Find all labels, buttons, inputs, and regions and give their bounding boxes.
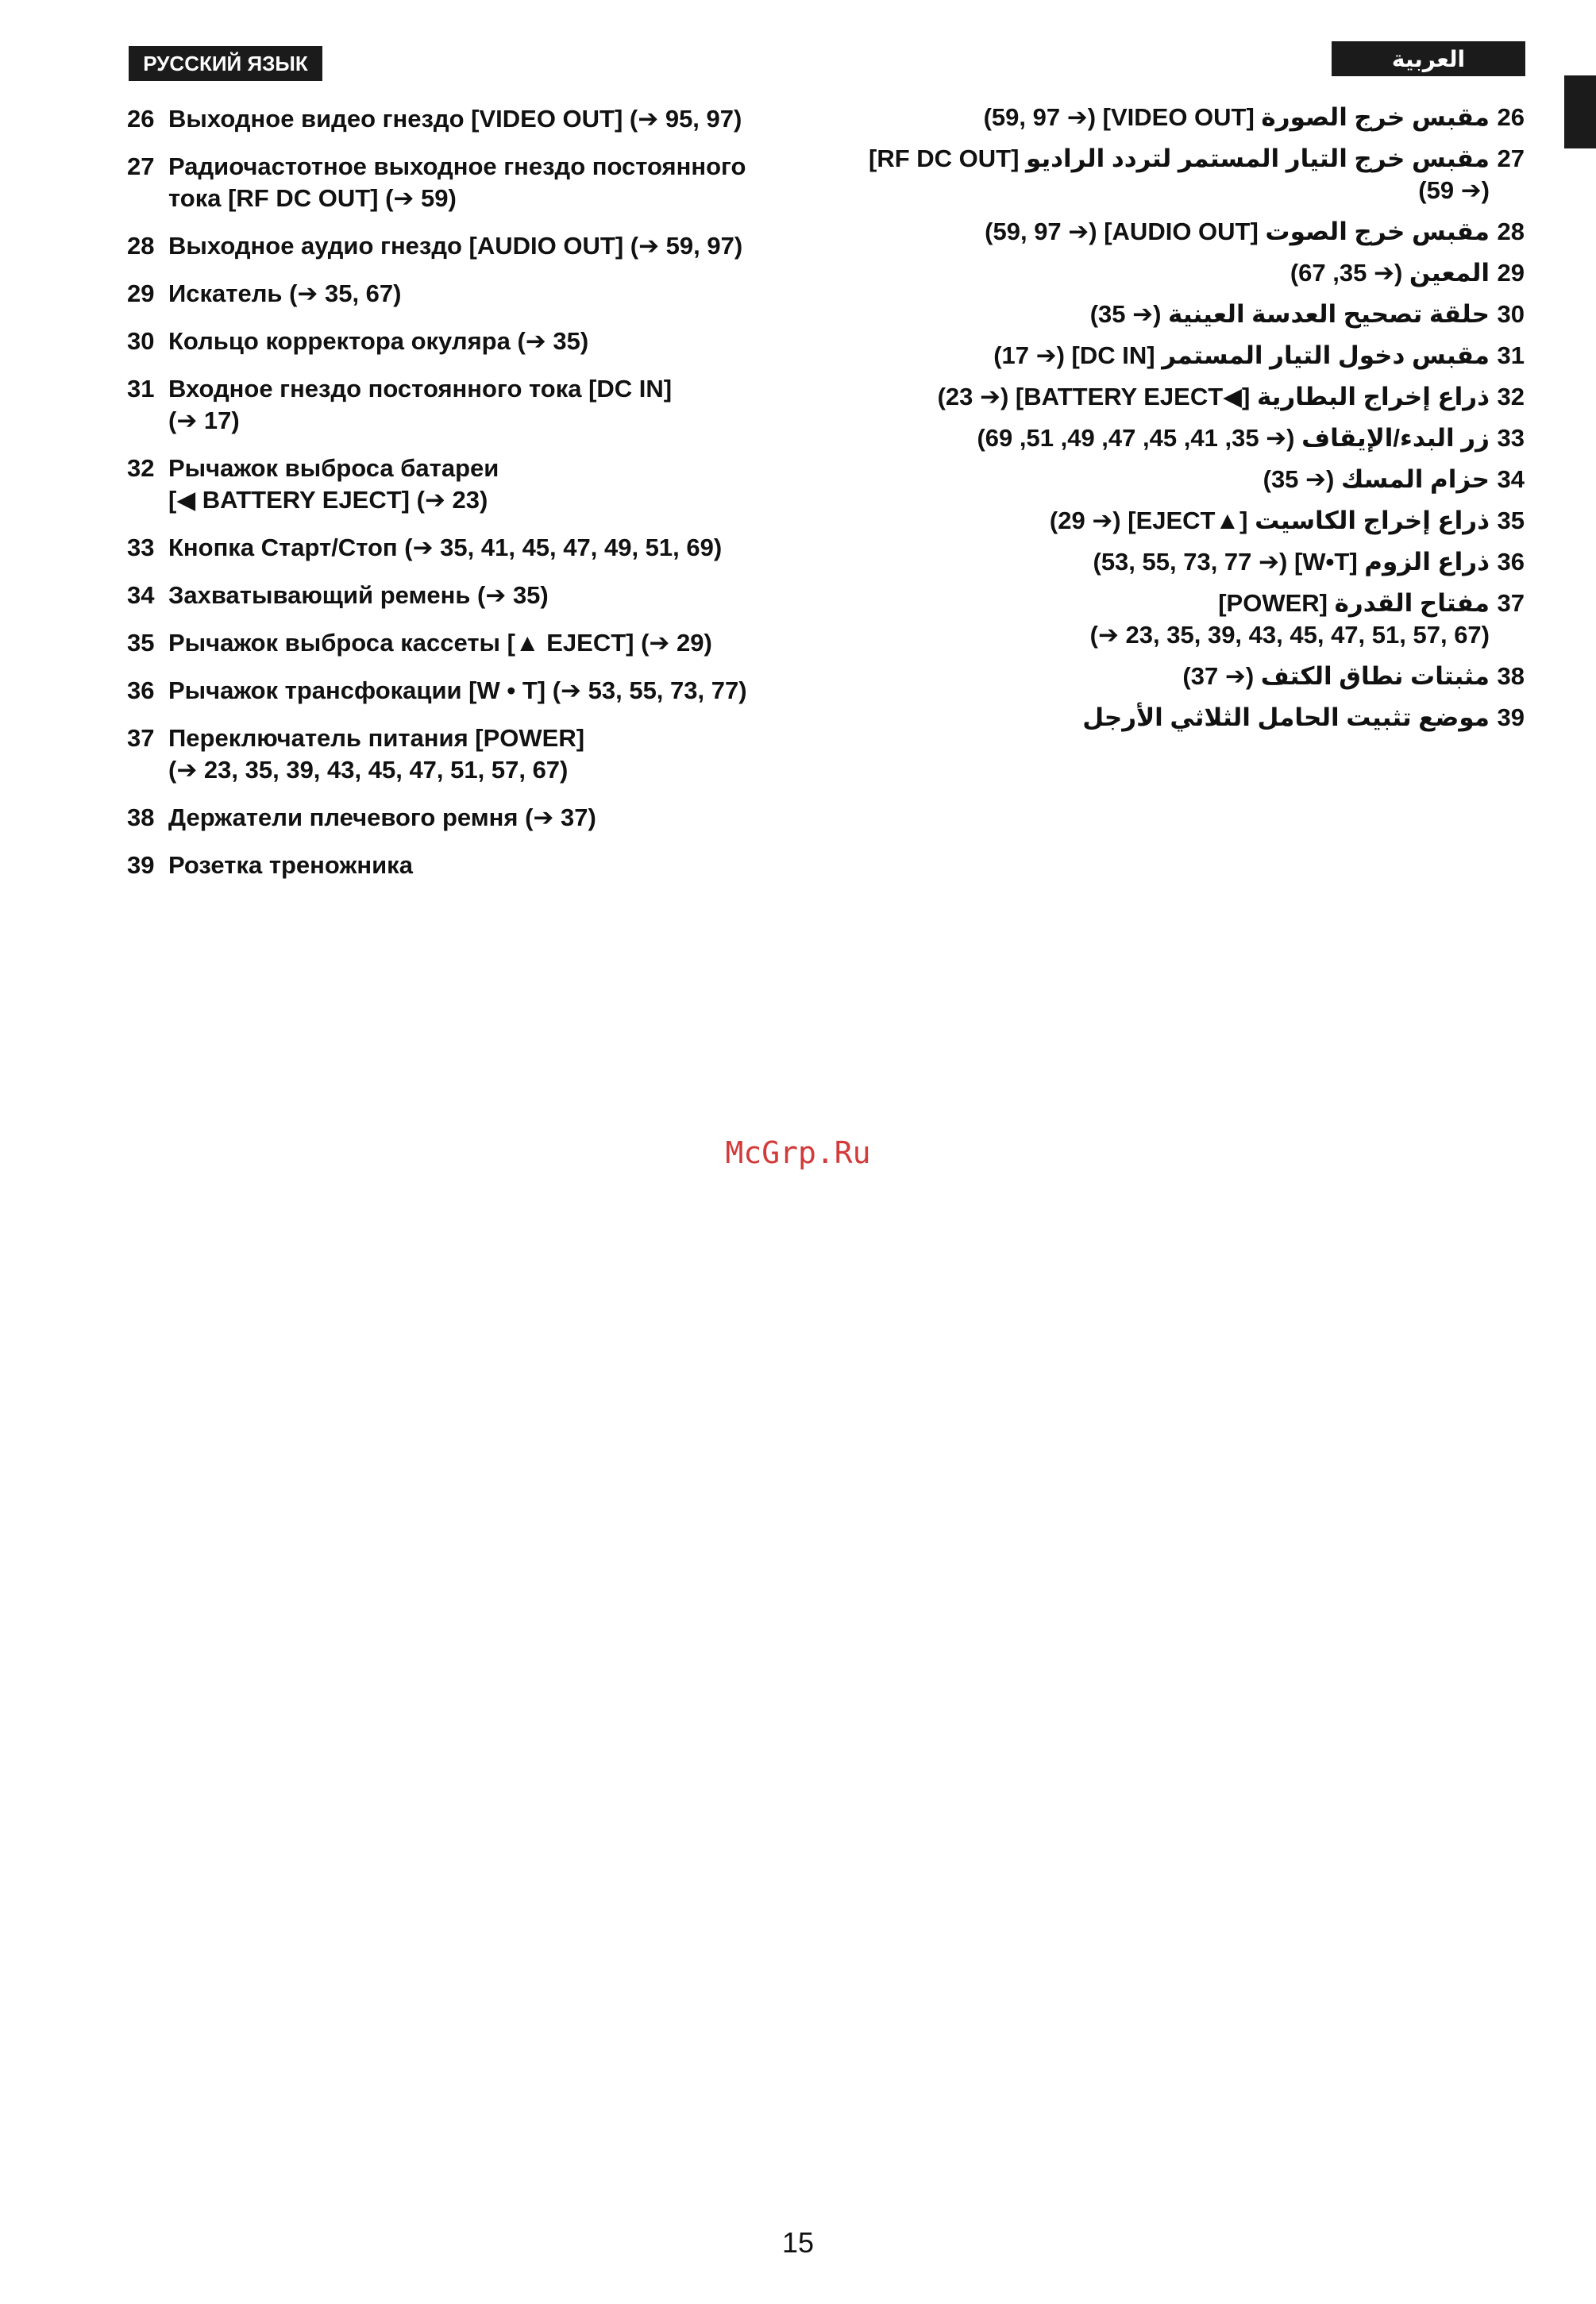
item-text — [993, 340, 1490, 372]
list-item — [858, 143, 1525, 206]
item-line: موضع تثبيت الحامل الثلاثي الأرجل — [1082, 703, 1490, 731]
item-line: Выходное аудио гнездо [AUDIO OUT] (➔ 59, 97) — [168, 232, 743, 260]
item-text — [168, 802, 794, 834]
list-item — [127, 580, 794, 611]
list-item — [858, 216, 1525, 248]
item-text — [1090, 588, 1490, 651]
list-item — [858, 257, 1525, 289]
item-number: 27 — [1497, 144, 1525, 172]
item-line: زر البدء/الإيقاف (➔ 35, 41, 45, 47, 49, 51, 69) — [977, 424, 1490, 452]
list-item — [858, 299, 1525, 330]
item-text — [168, 453, 794, 516]
item-line: Рычажок выброса кассеты [▲ EJECT] (➔ 29) — [168, 629, 712, 657]
item-line: مقبس خرج الصورة [VIDEO OUT] (➔ 59, 97) — [983, 103, 1490, 131]
item-text — [168, 580, 794, 611]
item-text — [1050, 505, 1490, 537]
list-item — [127, 230, 794, 262]
item-line: Захватывающий ремень (➔ 35) — [168, 581, 549, 609]
item-text — [1093, 546, 1490, 578]
item-number: 32 — [127, 454, 155, 482]
item-line: (➔ 23, 35, 39, 43, 45, 47, 51, 57, 67) — [1089, 621, 1490, 649]
list-item — [127, 278, 794, 310]
item-number: 30 — [127, 327, 155, 355]
item-text — [938, 381, 1490, 413]
watermark: McGrp.Ru — [725, 1135, 871, 1170]
item-number: 34 — [127, 581, 155, 609]
item-text — [168, 230, 794, 262]
language-label-arabic: العربية — [1332, 41, 1525, 76]
item-text — [168, 326, 794, 357]
item-number: 29 — [127, 279, 155, 307]
item-line: Переключатель питания [POWER] — [168, 724, 585, 752]
item-line: Держатели плечевого ремня (➔ 37) — [168, 803, 596, 831]
item-line: حلقة تصحيح العدسة العينية (➔ 35) — [1089, 300, 1490, 328]
item-text — [168, 850, 794, 881]
item-text — [168, 722, 794, 786]
item-text — [1082, 702, 1490, 734]
item-number: 34 — [1497, 465, 1525, 493]
list-item — [858, 381, 1525, 413]
item-number: 28 — [1497, 218, 1525, 245]
item-line: مقبس دخول التيار المستمر [DC IN] (➔ 17) — [993, 341, 1490, 369]
item-text — [168, 627, 794, 659]
item-text — [168, 373, 794, 437]
list-item — [127, 326, 794, 357]
item-number: 26 — [1497, 103, 1525, 131]
item-number: 33 — [127, 534, 155, 561]
list-item — [858, 546, 1525, 578]
list-item — [858, 422, 1525, 454]
list-item — [127, 722, 794, 786]
item-number: 33 — [1497, 424, 1525, 452]
item-number: 39 — [127, 851, 155, 879]
page-edge-tab — [1564, 75, 1596, 148]
item-line: ذراع إخراج الكاسيت [▲EJECT] (➔ 29) — [1049, 507, 1490, 534]
item-line: Входное гнездо постоянного тока [DC IN] — [168, 375, 673, 403]
list-item — [127, 373, 794, 437]
item-number: 37 — [127, 724, 155, 752]
list-item — [858, 661, 1525, 692]
item-line: (➔ 17) — [168, 406, 240, 434]
item-text — [1090, 299, 1490, 330]
list-item — [127, 850, 794, 881]
item-text — [1290, 257, 1490, 289]
item-text — [1182, 661, 1490, 692]
item-number: 37 — [1497, 589, 1525, 617]
list-item — [127, 151, 794, 214]
list-item — [127, 675, 794, 707]
item-text — [858, 143, 1490, 206]
item-line: Выходное видео гнездо [VIDEO OUT] (➔ 95, 97) — [168, 105, 742, 133]
language-label-russian: РУССКИЙ ЯЗЫК — [129, 46, 322, 81]
item-line: Радиочастотное выходное гнездо постоянного — [168, 152, 746, 180]
list-item — [858, 340, 1525, 372]
item-number: 31 — [127, 375, 155, 403]
list-item — [858, 702, 1525, 734]
item-text — [168, 103, 794, 135]
item-number: 26 — [127, 105, 155, 133]
item-number: 27 — [127, 152, 155, 180]
item-number: 39 — [1497, 703, 1525, 731]
item-line: مقبس خرج التيار المستمر لتردد الراديو [RF DC OUT] (➔ 59) — [869, 144, 1490, 204]
arabic-parts-list — [858, 102, 1525, 743]
list-item — [127, 802, 794, 834]
list-item — [127, 453, 794, 516]
item-line: Кольцо корректора окуляра (➔ 35) — [168, 327, 589, 355]
item-number: 36 — [1497, 548, 1525, 576]
item-number: 38 — [1497, 662, 1525, 690]
item-number: 28 — [127, 232, 155, 260]
item-line: Рычажок выброса батареи — [168, 454, 499, 482]
item-line: مثبتات نطاق الكتف (➔ 37) — [1182, 662, 1490, 690]
list-item — [127, 103, 794, 135]
item-text — [168, 151, 794, 214]
item-line: тока [RF DC OUT] (➔ 59) — [168, 184, 457, 212]
item-number: 29 — [1497, 259, 1525, 287]
item-number: 31 — [1497, 341, 1525, 369]
item-text — [168, 532, 794, 564]
item-text — [1263, 464, 1490, 495]
list-item — [127, 627, 794, 659]
list-item — [858, 505, 1525, 537]
russian-parts-list — [127, 103, 794, 897]
item-line: (➔ 23, 35, 39, 43, 45, 47, 51, 57, 67) — [168, 756, 569, 784]
item-number: 38 — [127, 803, 155, 831]
item-line: مقبس خرج الصوت [AUDIO OUT] (➔ 59, 97) — [985, 218, 1490, 245]
item-text — [168, 278, 794, 310]
item-number: 30 — [1497, 300, 1525, 328]
item-text — [977, 422, 1490, 454]
item-text — [985, 216, 1490, 248]
item-line: حزام المسك (➔ 35) — [1263, 465, 1490, 493]
list-item — [127, 532, 794, 564]
list-item — [858, 102, 1525, 133]
item-number: 36 — [127, 676, 155, 704]
item-line: ذراع الزوم [W•T] (➔ 53, 55, 73, 77) — [1093, 548, 1490, 576]
item-line: Розетка треножника — [168, 851, 413, 879]
item-number: 35 — [1497, 507, 1525, 534]
item-line: ذراع إخراج البطارية [◀BATTERY EJECT] (➔ 23) — [937, 383, 1490, 410]
item-line: مفتاح القدرة [POWER] — [1218, 589, 1490, 617]
list-item — [858, 464, 1525, 495]
item-line: Искатель (➔ 35, 67) — [168, 279, 402, 307]
item-line: Кнопка Старт/Стоп (➔ 35, 41, 45, 47, 49, 51, 69) — [168, 534, 723, 561]
item-number: 32 — [1497, 383, 1525, 410]
item-text — [168, 675, 794, 707]
item-number: 35 — [127, 629, 155, 657]
page-number: 15 — [781, 2226, 815, 2259]
item-text — [984, 102, 1490, 133]
item-line: Рычажок трансфокации [W • T] (➔ 53, 55, 73, 77) — [168, 676, 747, 704]
item-line: المعين (➔ 35, 67) — [1290, 259, 1490, 287]
item-line: [◀ BATTERY EJECT] (➔ 23) — [168, 486, 488, 514]
list-item — [858, 588, 1525, 651]
